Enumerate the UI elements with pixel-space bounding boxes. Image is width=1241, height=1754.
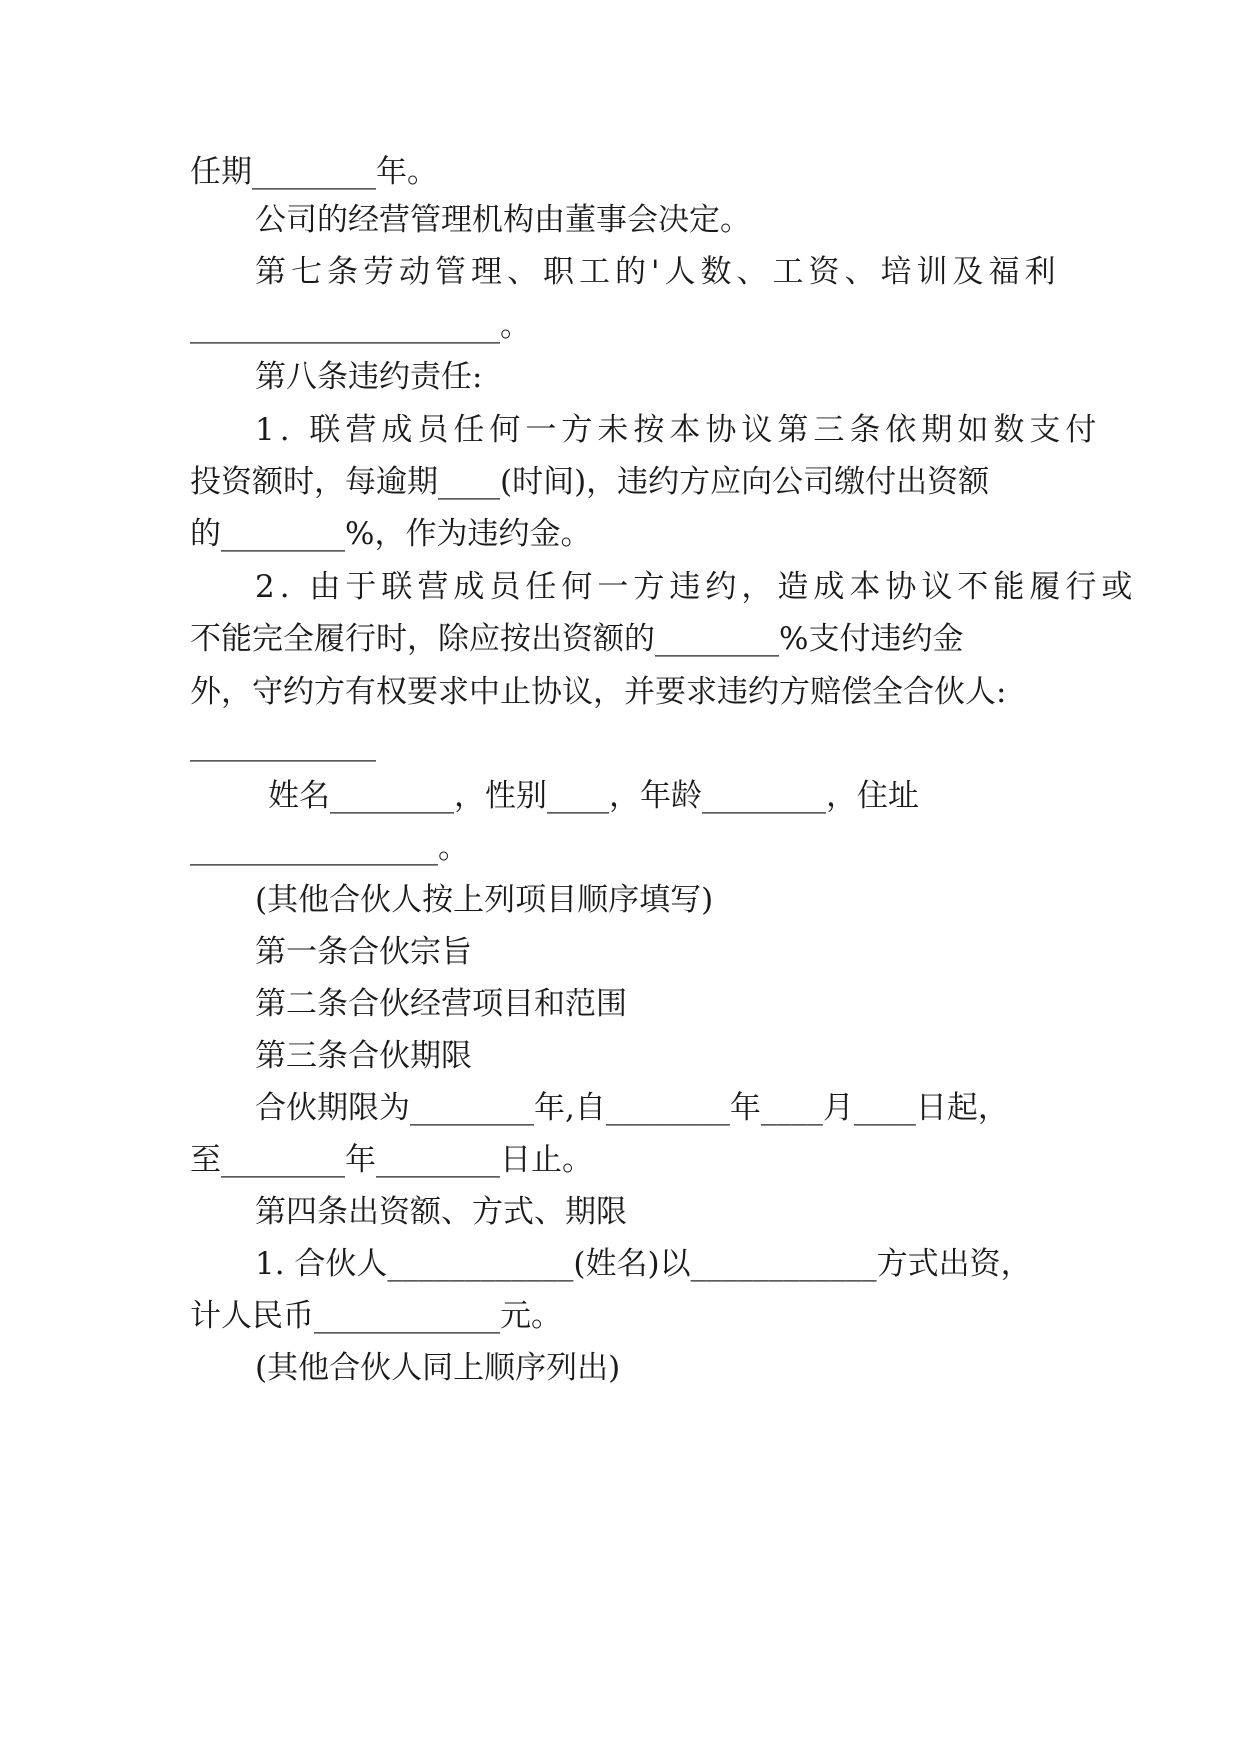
partnership-term-line-2: 至________年________日止。 [190,1142,593,1178]
article-8-heading: 第八条违约责任: [255,359,483,395]
text-line-term: 任期________年。 [190,154,438,190]
article-4-item-1-line-1: 1. 合伙人____________(姓名)以____________方式出资， [255,1246,1032,1282]
partner-blank: ____________ [190,726,376,762]
article-8-item-1-line-2: 投资额时，每逾期____(时间)，违约方应向公司缴付出资额 [190,464,990,500]
article-3-heading: 第三条合伙期限 [255,1038,472,1074]
other-partners-note: (其他合伙人按上列项目顺序填写) [255,882,714,918]
article-8-item-2-line-1: 2. 由于联营成员任何一方违约，造成本协议不能履行或 [255,569,1138,605]
article-2-heading: 第二条合伙经营项目和范围 [255,986,627,1022]
article-7-blank: ____________________。 [190,308,531,344]
article-8-item-1-line-3: 的________%，作为违约金。 [190,516,592,552]
article-8-item-2-line-3: 外，守约方有权要求中止协议，并要求违约方赔偿全合伙人: [190,674,1007,710]
article-4-heading: 第四条出资额、方式、期限 [255,1194,627,1230]
article-4-item-1-line-2: 计人民币____________元。 [190,1298,562,1334]
partner-address-blank: ________________。 [190,830,469,866]
article-8-item-2-line-2: 不能完全履行时，除应按出资额的________%支付违约金 [190,621,964,657]
other-partners-listing-note: (其他合伙人同上顺序列出) [255,1350,621,1386]
article-7-heading: 第七条劳动管理、职工的'人数、工资、培训及福利 [255,254,1061,290]
article-8-item-1-line-1: 1. 联营成员任何一方未按本协议第三条依期如数支付 [255,412,1102,448]
partnership-term-line-1: 合伙期限为________年,自________年____月____日起， [255,1090,1009,1126]
text-line-management: 公司的经营管理机构由董事会决定。 [255,202,751,238]
article-1-heading: 第一条合伙宗旨 [255,934,472,970]
partner-info-line: 姓名________，性别____，年龄________，住址 [268,778,919,814]
